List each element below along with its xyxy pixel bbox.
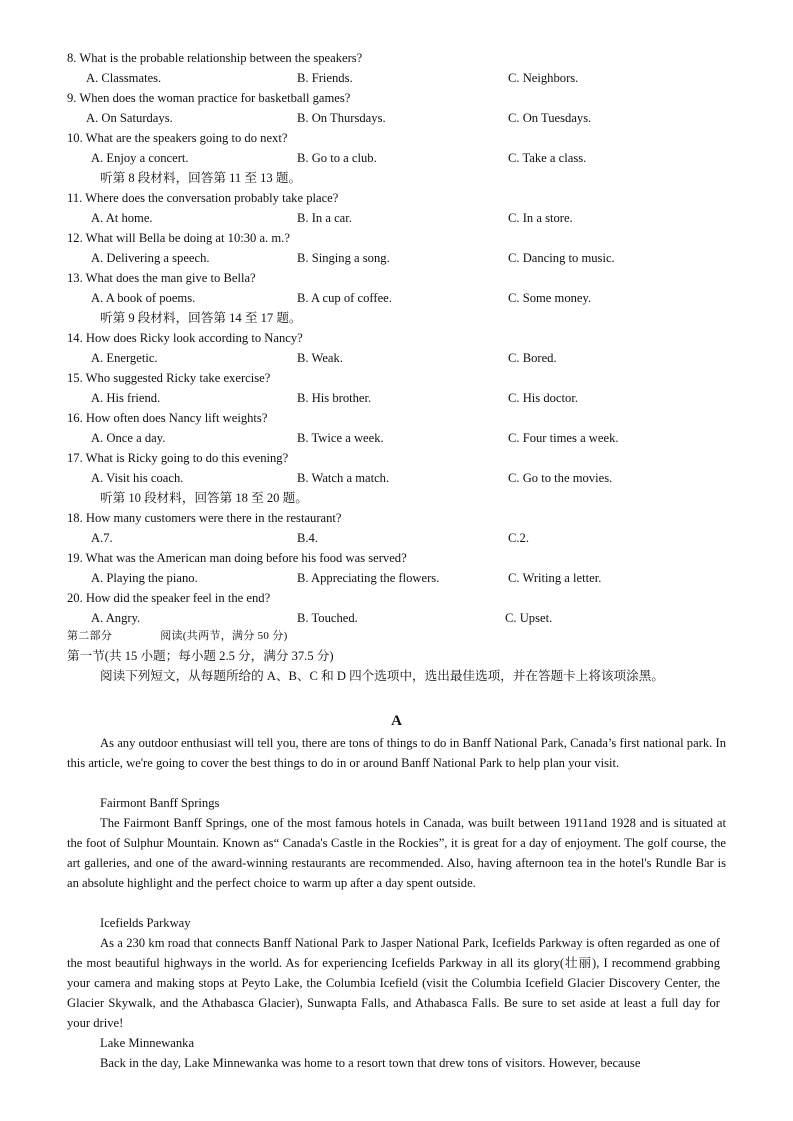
option-b: B. Weak. <box>297 351 343 365</box>
option-a: A. On Saturdays. <box>86 111 173 125</box>
paragraph-icefields: As a 230 km road that connects Banff National Park to Jasper National Park, Icefields Parkway is often regarded as one of the most beautiful highways in the world. As for experiencing Icefields Parkway in all its glory(壮丽), I recommend grabbing your camera and making stops at Peyto Lake, the Columbia Icefield (visit the Columbia Icefield Glacier Discovery Center, the Glacier Skywalk, and the Athabasca Glacier), Sunwapta Falls, and Athabasca Falls. Be sure to set aside at least a full day for your drive! <box>67 936 720 1030</box>
option-a: A. Delivering a speech. <box>91 251 210 265</box>
options-20 <box>0 608 793 628</box>
question-20 <box>0 588 793 608</box>
options-13 <box>0 288 793 308</box>
option-c: C.2. <box>508 531 529 545</box>
option-c: C. Some money. <box>508 291 592 305</box>
option-b: B. Twice a week. <box>297 431 384 445</box>
question-text: 19. What was the American man doing before his food was served? <box>67 551 407 565</box>
heading-fairmont: Fairmont Banff Springs <box>100 796 220 810</box>
part-2-title: 阅读(共两节，满分 50 分) <box>160 630 288 642</box>
question-text: 14. How does Ricky look according to Nancy? <box>67 331 303 345</box>
option-b: B. Singing a song. <box>297 251 390 265</box>
option-b: B. On Thursdays. <box>297 111 386 125</box>
question-18 <box>0 508 793 528</box>
question-text: 9. When does the woman practice for basketball games? <box>67 91 351 105</box>
option-b: B.4. <box>297 531 318 545</box>
question-14 <box>0 328 793 348</box>
option-b: B. Touched. <box>297 611 358 625</box>
question-19 <box>0 548 793 568</box>
option-a: A. A book of poems. <box>91 291 196 305</box>
option-a: A.7. <box>91 531 113 545</box>
question-15 <box>0 368 793 388</box>
option-c: C. His doctor. <box>508 391 578 405</box>
question-text: 18. How many customers were there in the restaurant? <box>67 511 342 525</box>
options-19 <box>0 568 793 588</box>
question-16 <box>0 408 793 428</box>
section-10-instruction: 听第 10 段材料，回答第 18 至 20 题。 <box>100 491 308 505</box>
intro-paragraph: As any outdoor enthusiast will tell you, there are tons of things to do in Banff National Park, Canada’s first national park. In this article, we're going to cover the best things to do in or around Banff National Park to help plan your visit. <box>67 736 726 770</box>
option-b: B. Go to a club. <box>297 151 377 165</box>
option-c: C. Writing a letter. <box>508 571 602 585</box>
heading-icefields: Icefields Parkway <box>100 916 191 930</box>
heading-minnewanka: Lake Minnewanka <box>100 1036 195 1050</box>
options-14 <box>0 348 793 368</box>
part-2-header <box>0 626 793 646</box>
option-c: C. On Tuesdays. <box>508 111 592 125</box>
option-a: A. Angry. <box>91 611 141 625</box>
paragraph-minnewanka: Back in the day, Lake Minnewanka was home to a resort town that drew tons of visitors. However, because <box>100 1056 641 1070</box>
option-a: A. Visit his coach. <box>91 471 184 485</box>
options-15 <box>0 388 793 408</box>
question-text: 8. What is the probable relationship between the speakers? <box>67 51 363 65</box>
option-c: C. Go to the movies. <box>508 471 613 485</box>
option-c: C. Dancing to music. <box>508 251 615 265</box>
part-2-label: 第二部分 <box>67 630 113 642</box>
question-text: 10. What are the speakers going to do next? <box>67 131 288 145</box>
option-c: C. Bored. <box>508 351 557 365</box>
option-b: B. In a car. <box>297 211 352 225</box>
option-a: A. Once a day. <box>91 431 166 445</box>
question-text: 15. Who suggested Ricky take exercise? <box>67 371 271 385</box>
option-a: A. Classmates. <box>86 71 162 85</box>
question-8 <box>0 48 793 68</box>
question-11 <box>0 188 793 208</box>
option-a: A. Energetic. <box>91 351 158 365</box>
option-b: B. A cup of coffee. <box>297 291 392 305</box>
passage-title: A <box>391 713 402 729</box>
option-c: C. Take a class. <box>508 151 587 165</box>
question-text: 12. What will Bella be doing at 10:30 a. m.? <box>67 231 290 245</box>
option-a: A. Playing the piano. <box>91 571 198 585</box>
option-a: A. At home. <box>91 211 153 225</box>
question-text: 17. What is Ricky going to do this evening? <box>67 451 289 465</box>
options-18 <box>0 528 793 548</box>
options-11 <box>0 208 793 228</box>
option-c: C. In a store. <box>508 211 573 225</box>
option-b: B. His brother. <box>297 391 372 405</box>
question-9 <box>0 88 793 108</box>
options-10 <box>0 148 793 168</box>
question-text: 16. How often does Nancy lift weights? <box>67 411 268 425</box>
option-b: B. Friends. <box>297 71 353 85</box>
options-16 <box>0 428 793 448</box>
section-9-instruction: 听第 9 段材料，回答第 14 至 17 题。 <box>100 311 302 325</box>
option-c: C. Upset. <box>505 611 553 625</box>
option-a: A. Enjoy a concert. <box>91 151 189 165</box>
options-8 <box>0 68 793 88</box>
section-1-header: 第一节(共 15 小题；每小题 2.5 分，满分 37.5 分) <box>67 649 334 663</box>
question-text: 13. What does the man give to Bella? <box>67 271 256 285</box>
reading-instructions: 阅读下列短文，从每题所给的 A、B、C 和 D 四个选项中，选出最佳选项，并在答题卡上将该项涂黑。 <box>100 669 664 683</box>
option-c: C. Neighbors. <box>508 71 579 85</box>
option-b: B. Watch a match. <box>297 471 390 485</box>
question-17 <box>0 448 793 468</box>
options-12 <box>0 248 793 268</box>
question-13 <box>0 268 793 288</box>
options-9 <box>0 108 793 128</box>
option-b: B. Appreciating the flowers. <box>297 571 440 585</box>
question-text: 11. Where does the conversation probably take place? <box>67 191 339 205</box>
question-12 <box>0 228 793 248</box>
options-17 <box>0 468 793 488</box>
question-10 <box>0 128 793 148</box>
question-text: 20. How did the speaker feel in the end? <box>67 591 271 605</box>
option-a: A. His friend. <box>91 391 161 405</box>
paragraph-fairmont: The Fairmont Banff Springs, one of the most famous hotels in Canada, was built between 1911and 1928 and is situated at the foot of Sulphur Mountain. Known as“ Canada's Castle in the Rockies”, it is great for a day of enjoyment. The golf course, the art galleries, and one of the award-winning restaurants are recommended. Also, having afternoon tea in the hotel's Rundle Bar is an absolute highlight and the perfect choice to warm up after a day spent outside. <box>67 816 726 890</box>
option-c: C. Four times a week. <box>508 431 619 445</box>
section-8-instruction: 听第 8 段材料，回答第 11 至 13 题。 <box>100 171 302 185</box>
